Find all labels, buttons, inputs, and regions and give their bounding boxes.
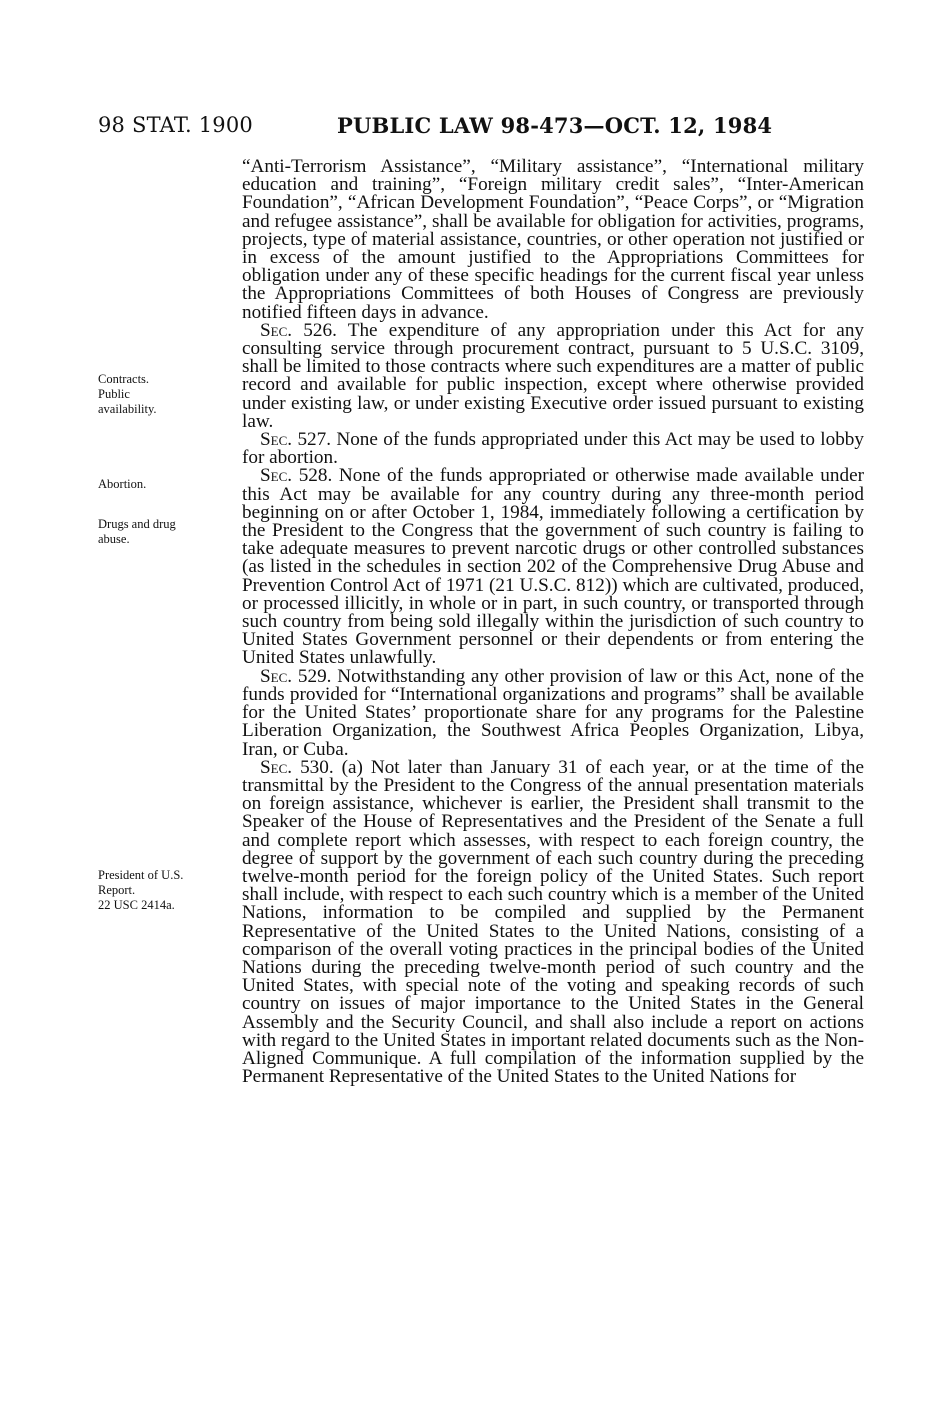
sidenote-line: Abortion. bbox=[98, 477, 147, 491]
sidenote-line: President of U.S. bbox=[98, 868, 184, 882]
section-label: Sec. bbox=[260, 665, 293, 687]
sidenote-line: availability. bbox=[98, 402, 157, 416]
sidenote-drugs bbox=[98, 517, 238, 547]
sidenote-abortion bbox=[98, 477, 238, 492]
section-530 bbox=[242, 756, 865, 1088]
section-text: 528. None of the funds appropriated or otherwise made available under this Act may be available for any country during any three-month period beginning on or after October 1, 1984, immediately following a certification by the President to the Congress that the government of such country is failing to take adequate measures to prevent narcotic drugs or other controlled substances (as listed in the schedules in section 202 of the Comprehensive Drug Abuse and Prevention Control Act of 1971 (21 U.S.C. 812)) which are cultivated, produced, or processed illicitly, in whole or in part, in such country, or transported through such country from being sold illegally within the jurisdiction of such country to United States Government personnel or their dependents or from entering the United States unlawfully. bbox=[242, 465, 864, 669]
page-header bbox=[0, 113, 948, 143]
section-text: 526. The expenditure of any appropriation under this Act for any consulting service through procurement contract, pursuant to 5 U.S.C. 3109, shall be limited to those contracts where such expenditures are a matter of public record and available for public inspection, except where otherwise provided under existing law, or under existing Executive order issued pursuant to existing law. bbox=[242, 319, 865, 432]
sidenote-line: Contracts. bbox=[98, 372, 150, 386]
section-527 bbox=[242, 431, 864, 467]
sidenote-contracts bbox=[98, 372, 238, 417]
section-label: Sec. bbox=[260, 756, 293, 778]
sidenote-line: 22 USC 2414a. bbox=[98, 898, 175, 912]
sidenote-line: Public bbox=[98, 387, 130, 401]
section-526 bbox=[242, 319, 865, 432]
paragraph-continued: “Anti-Terrorism Assistance”, “Military assistance”, “International military education and training”, “Foreign military credit sales”, “Inter-American Foundation”, “African Development Foundation”, “Peace Corps”, or “Migration and refugee assistance”, shall be available for obligation for activities, programs, projects, type of material assistance, countries, or other operation not justified or in excess of the amount justified to the Appropriations Committees for obligation under any of these specific headings for the current fiscal year unless the Appropriations Committees of both Houses of Congress are previously notified fifteen days in advance. bbox=[242, 156, 864, 323]
sidenote-president-report bbox=[98, 868, 238, 913]
section-text: 529. Notwithstanding any other provision of law or this Act, none of the funds provided for “International organizations and programs” shall be available for the United States’ proportionate share for any programs for the Palestine Liberation Organization, the Southwest Africa Peoples Organization, Libya, Iran, or Cuba. bbox=[242, 665, 865, 760]
section-text: 530. (a) Not later than January 31 of each year, or at the time of the transmittal by the President to the Congress of the annual presentation materials on foreign assistance, whichever is earlier, the President shall transmit to the Speaker of the House of Representatives and the President of the Senate a full and complete report which assesses, with respect to each foreign country, the degree of support by the government of each such country during the preceding twelve-month period for the foreign policy of the United States. Such report shall include, with respect to each such country which is a member of the United Nations, information to be compiled and supplied by the Permanent Representative of the United States to the United Nations, consisting of a comparison of the overall voting practices in the principal bodies of the United Nations during the preceding twelve-month period of such country and the United States, with special note of the voting and speaking records of such country on issues of major importance to the United States in the General Assembly and the Security Council, and shall also include a report on actions with regard to the United States in important related documents such as the Non-Aligned Communique. A full compilation of the information supplied by the Permanent Representative of the United States to the United Nations for bbox=[242, 756, 865, 1088]
sidenote-line: Drugs and drug bbox=[98, 517, 176, 531]
sidenote-line: Report. bbox=[98, 883, 136, 897]
section-label: Sec. bbox=[260, 429, 293, 451]
section-529 bbox=[242, 665, 865, 760]
statute-body bbox=[242, 158, 864, 1086]
section-528 bbox=[242, 467, 864, 667]
section-text: 527. None of the funds appropriated under this Act may be used to lobby for abortion. bbox=[242, 429, 864, 469]
section-label: Sec. bbox=[260, 319, 293, 341]
sidenote-line: abuse. bbox=[98, 532, 130, 546]
public-law-title: PUBLIC LAW 98-473—OCT. 12, 1984 bbox=[337, 113, 773, 138]
section-label: Sec. bbox=[260, 465, 293, 487]
statute-page-citation: 98 STAT. 1900 bbox=[98, 113, 253, 137]
